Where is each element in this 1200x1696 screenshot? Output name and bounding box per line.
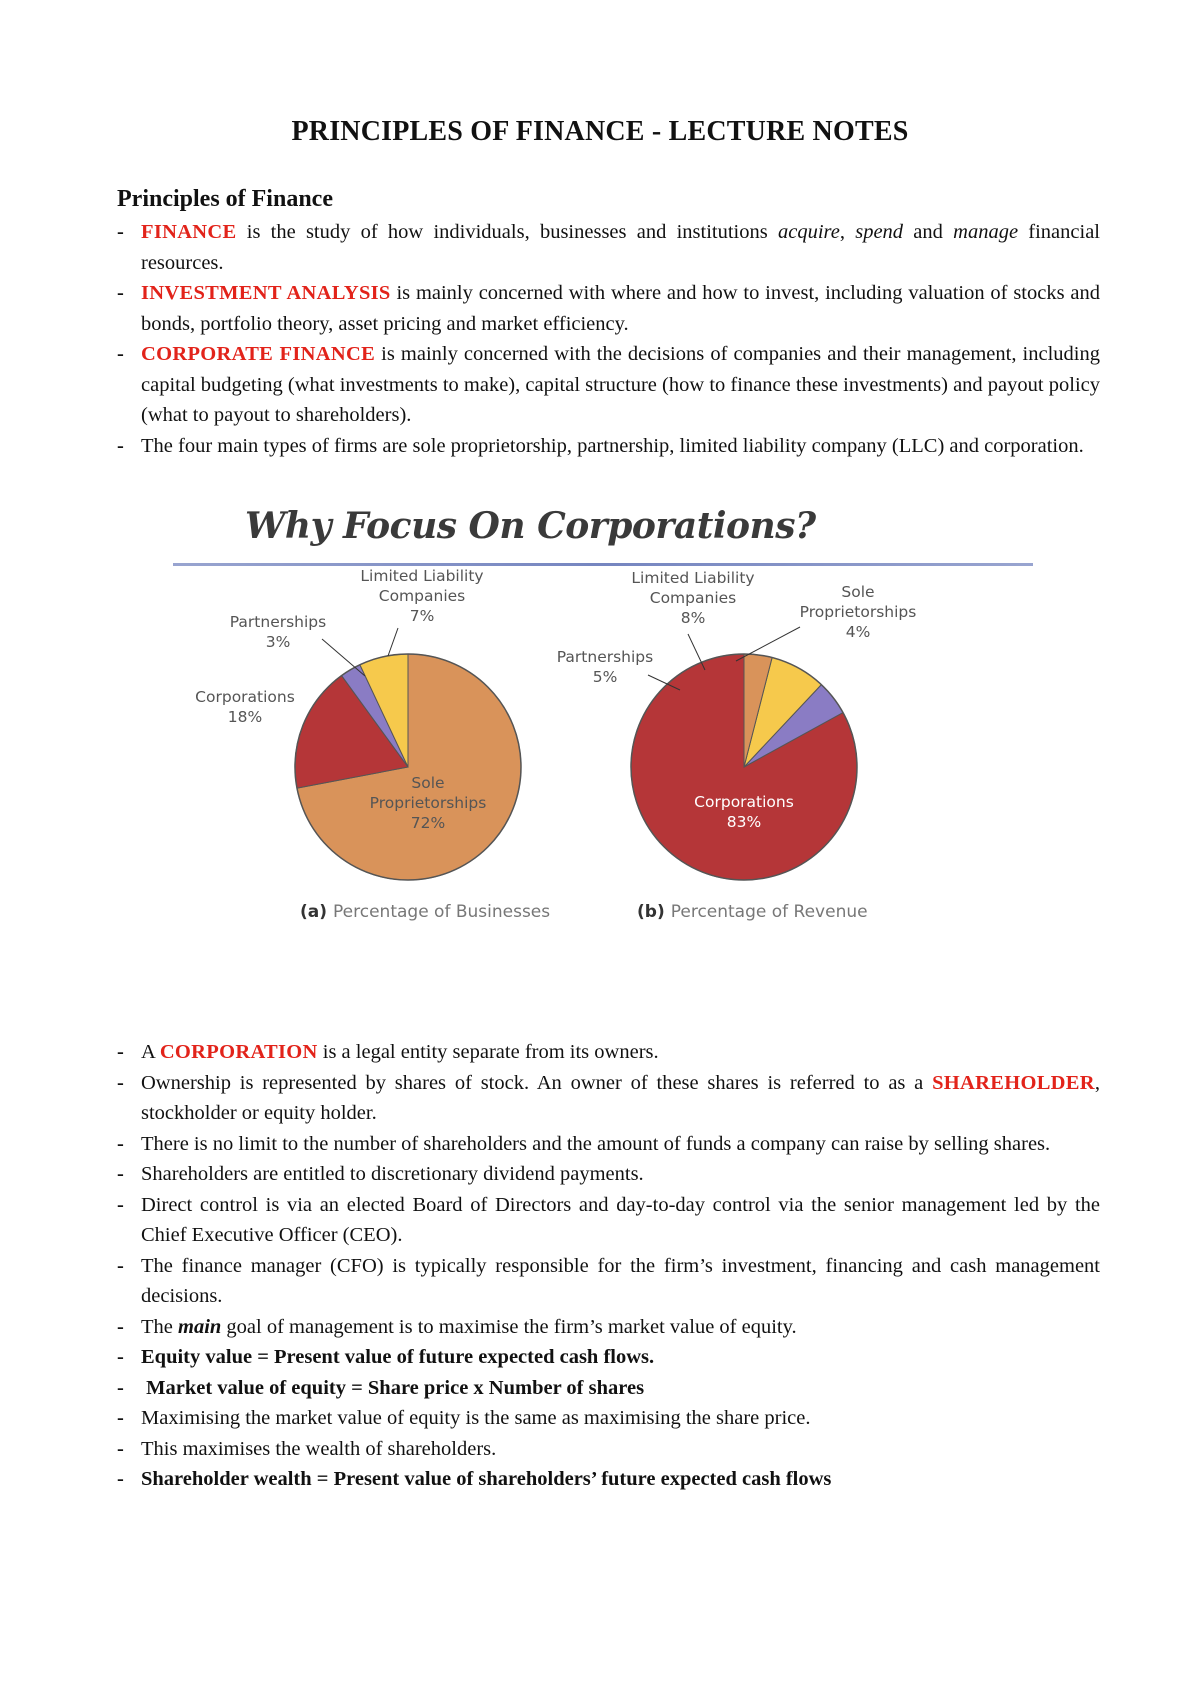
slice-label-corporations: Corporations 18% [195,688,295,726]
slice-label-sole-proprietorships: Sole Proprietorships 4% [799,583,917,641]
list-item: - There is no limit to the number of shareholders and the amount of funds a company can raise by selling shares. [117,1129,1100,1160]
slice-label-limited-liability-companies: Limited Liability Companies 8% [631,569,755,627]
term-corporation: CORPORATION [159,1041,318,1063]
list-item: - Shareholder wealth = Present value of shareholders’ future expected cash flows [117,1464,1100,1495]
list-item: - The main goal of management is to maximise the firm’s market value of equity. [117,1312,1100,1343]
term-investment-analysis: INVESTMENT ANALYSIS [141,282,391,304]
slice-label-sole-proprietorships: Sole Proprietorships 72% [369,774,487,832]
term-corporate-finance: CORPORATE FINANCE [141,343,376,365]
list-item: - Maximising the market value of equity is the same as maximising the share price. [117,1403,1100,1434]
pie-chart-a [195,567,550,922]
list-item: - The finance manager (CFO) is typically responsible for the firm’s investment, financing and cash management decisions. [117,1251,1100,1312]
page-title: PRINCIPLES OF FINANCE - LECTURE NOTES [291,116,909,147]
term-finance: FINANCE [141,221,237,243]
list-item: - Ownership is represented by shares of stock. An owner of these shares is referred to as a SHAREHOLDER, stockholder or equity holder. [117,1068,1100,1129]
section-heading: Principles of Finance [117,186,333,212]
corporation-bullet-list [117,1037,1100,1495]
chart-caption: (a) Percentage of Businesses [300,902,551,922]
leader-line [388,628,398,656]
slice-label-partnerships: Partnerships 3% [229,613,327,651]
leader-line [322,639,365,676]
slice-label-corporations: Corporations 83% [694,793,794,831]
term-shareholder: SHAREHOLDER [932,1071,1095,1094]
pie-charts [160,505,1040,1020]
corporations-figure [160,505,1040,1020]
list-item: - This maximises the wealth of shareholders. [117,1434,1100,1465]
list-item: - A CORPORATION is a legal entity separate from its owners. [117,1037,1100,1068]
figure-title: Why Focus On Corporations? [245,505,816,547]
list-item: - Market value of equity = Share price x Number of shares [117,1373,1100,1404]
chart-caption: (b) Percentage of Revenue [637,902,868,922]
list-item: - FINANCE is the study of how individuals, businesses and institutions acquire, spend and manage financial resources. [117,217,1100,278]
list-item: - Shareholders are entitled to discretionary dividend payments. [117,1159,1100,1190]
pie-chart-b [557,569,917,922]
list-item: - Direct control is via an elected Board of Directors and day-to-day control via the senior management led by the Chief Executive Officer (CEO). [117,1190,1100,1251]
list-item: - CORPORATE FINANCE is mainly concerned with the decisions of companies and their management, including capital budgeting (what investments to make), capital structure (how to finance these investments) and payout policy (what to payout to shareholders). [117,339,1100,431]
list-item: - Equity value = Present value of future expected cash flows. [117,1342,1100,1373]
list-item: - The four main types of firms are sole proprietorship, partnership, limited liability company (LLC) and corporation. [117,431,1100,462]
intro-bullet-list [117,217,1100,461]
list-item: - INVESTMENT ANALYSIS is mainly concerned with where and how to invest, including valuation of stocks and bonds, portfolio theory, asset pricing and market efficiency. [117,278,1100,339]
slice-label-limited-liability-companies: Limited Liability Companies 7% [360,567,484,625]
slice-label-partnerships: Partnerships 5% [556,648,654,686]
